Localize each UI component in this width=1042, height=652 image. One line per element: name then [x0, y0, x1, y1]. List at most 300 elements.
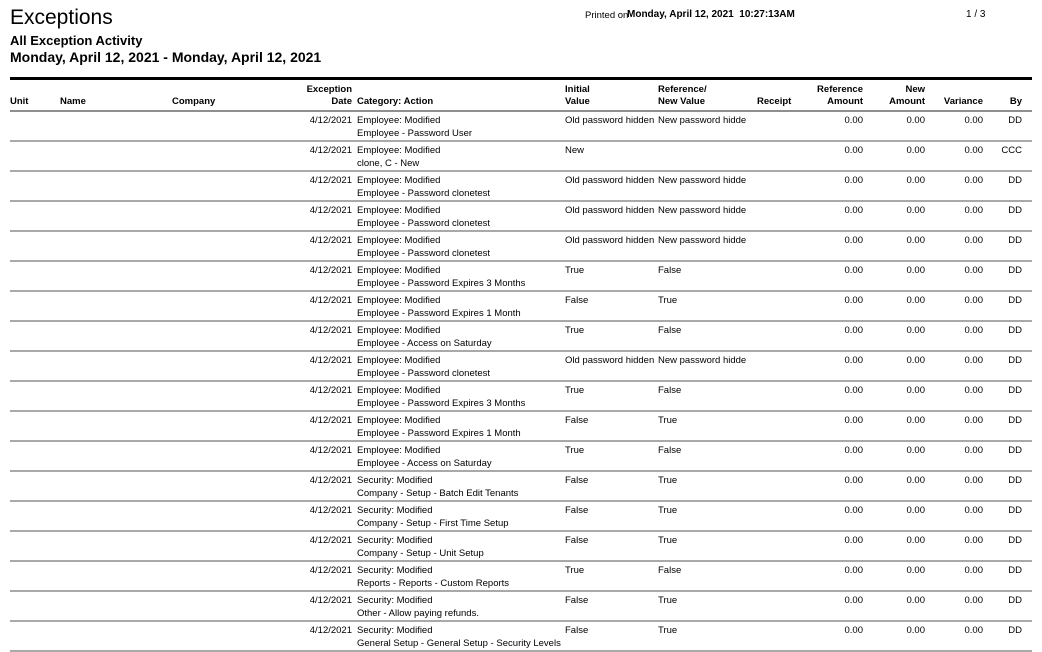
table-row-action-line — [10, 427, 1032, 441]
cell-category: Employee: Modified — [357, 235, 441, 246]
header-exception: Exception — [306, 84, 352, 95]
cell-reference-amount: 0.00 — [844, 295, 863, 306]
cell-unit — [10, 621, 60, 637]
cell-exception-date: 4/12/2021 — [309, 415, 352, 426]
cell-name — [60, 171, 172, 187]
page-title: Exceptions — [10, 6, 113, 29]
cell-exception-date: 4/12/2021 — [309, 175, 352, 186]
cell-new-amount: 0.00 — [906, 205, 925, 216]
cell-unit — [10, 561, 60, 577]
cell-action: General Setup - General Setup - Security Levels — [352, 637, 1032, 651]
table-row — [10, 261, 1032, 277]
cell-variance: 0.00 — [964, 505, 983, 516]
table-row-action-line — [10, 277, 1032, 291]
cell-unit — [10, 321, 60, 337]
printed-on-label: Printed on — [585, 10, 629, 21]
table-row-action-line — [10, 637, 1032, 651]
cell-new-value: True — [658, 505, 678, 516]
header-spacer — [927, 79, 985, 97]
table-row-action-line — [10, 157, 1032, 171]
cell-exception-date: 4/12/2021 — [309, 625, 352, 636]
cell-unit — [10, 351, 60, 367]
cell-receipt — [757, 141, 789, 157]
cell-by: DD — [1008, 385, 1022, 396]
cell-new-value: New password hidde — [658, 205, 747, 216]
cell-initial-value: Old password hidden — [565, 115, 655, 126]
cell-variance: 0.00 — [964, 355, 983, 366]
cell-new-amount: 0.00 — [906, 355, 925, 366]
cell-category: Security: Modified — [357, 565, 433, 576]
cell-action-spacer — [10, 637, 352, 651]
cell-exception-date: 4/12/2021 — [309, 265, 352, 276]
cell-action-spacer — [10, 337, 352, 351]
cell-company — [172, 381, 302, 397]
cell-exception-date: 4/12/2021 — [309, 145, 352, 156]
table-row-action-line — [10, 337, 1032, 351]
header-new-amount-line2: Amount — [865, 96, 927, 111]
cell-initial-value: True — [565, 325, 585, 336]
cell-new-value: New password hidde — [658, 235, 747, 246]
table-body — [10, 111, 1032, 651]
printed-on-value: Monday, April 12, 2021 10:27:13AM — [627, 9, 795, 20]
cell-name — [60, 351, 172, 367]
header-reference-amount-line2: Amount — [789, 96, 865, 111]
cell-receipt — [757, 501, 789, 517]
cell-receipt — [757, 261, 789, 277]
table-row-action-line — [10, 577, 1032, 591]
cell-receipt — [757, 171, 789, 187]
cell-new-value: True — [658, 415, 678, 426]
header-by: By — [985, 96, 1032, 111]
cell-name — [60, 501, 172, 517]
table-row-action-line — [10, 247, 1032, 261]
cell-name — [60, 201, 172, 217]
cell-receipt — [757, 291, 789, 307]
cell-unit — [10, 141, 60, 157]
cell-new-value — [657, 141, 757, 157]
cell-action-spacer — [10, 217, 352, 231]
cell-company — [172, 201, 302, 217]
cell-unit — [10, 381, 60, 397]
cell-action: Employee - Password User — [352, 127, 1032, 141]
cell-exception-date: 4/12/2021 — [309, 535, 352, 546]
table-row — [10, 201, 1032, 217]
cell-initial-value: True — [565, 385, 585, 396]
cell-exception-date: 4/12/2021 — [309, 295, 352, 306]
table-row — [10, 591, 1032, 607]
cell-action: Employee - Password clonetest — [352, 187, 1032, 201]
cell-new-amount: 0.00 — [906, 325, 925, 336]
cell-action-spacer — [10, 367, 352, 381]
cell-exception-date: 4/12/2021 — [309, 385, 352, 396]
cell-exception-date: 4/12/2021 — [309, 325, 352, 336]
header-company: Company — [172, 96, 302, 111]
cell-receipt — [757, 321, 789, 337]
cell-variance: 0.00 — [964, 145, 983, 156]
header-reference-line1: Reference/ — [658, 84, 707, 95]
table-row — [10, 141, 1032, 157]
header-date: Date — [302, 96, 352, 111]
cell-action: Employee - Password Expires 3 Months — [352, 397, 1032, 411]
header-reference-line2: New Value — [657, 96, 757, 111]
cell-by: DD — [1008, 535, 1022, 546]
table-row — [10, 291, 1032, 307]
cell-by: DD — [1008, 295, 1022, 306]
cell-unit — [10, 171, 60, 187]
cell-new-amount: 0.00 — [906, 115, 925, 126]
cell-action-spacer — [10, 307, 352, 321]
cell-new-amount: 0.00 — [906, 415, 925, 426]
header-receipt: Receipt — [757, 96, 789, 111]
header-spacer — [985, 79, 1032, 97]
cell-reference-amount: 0.00 — [844, 235, 863, 246]
header-initial-line1: Initial — [565, 84, 590, 95]
cell-reference-amount: 0.00 — [844, 565, 863, 576]
table-row-action-line — [10, 547, 1032, 561]
cell-variance: 0.00 — [964, 565, 983, 576]
cell-exception-date: 4/12/2021 — [309, 595, 352, 606]
cell-variance: 0.00 — [964, 385, 983, 396]
cell-receipt — [757, 531, 789, 547]
cell-initial-value: Old password hidden — [565, 235, 655, 246]
table-row — [10, 231, 1032, 247]
cell-by: CCC — [1001, 145, 1022, 156]
cell-reference-amount: 0.00 — [844, 175, 863, 186]
cell-reference-amount: 0.00 — [844, 115, 863, 126]
cell-by: DD — [1008, 115, 1022, 126]
cell-unit — [10, 501, 60, 517]
cell-new-value: False — [658, 385, 682, 396]
cell-name — [60, 591, 172, 607]
cell-variance: 0.00 — [964, 475, 983, 486]
cell-category: Employee: Modified — [357, 175, 441, 186]
cell-new-amount: 0.00 — [906, 385, 925, 396]
table-row-action-line — [10, 517, 1032, 531]
cell-variance: 0.00 — [964, 595, 983, 606]
cell-category: Employee: Modified — [357, 325, 441, 336]
table-row — [10, 621, 1032, 637]
cell-unit — [10, 441, 60, 457]
cell-company — [172, 501, 302, 517]
cell-action-spacer — [10, 457, 352, 471]
cell-name — [60, 471, 172, 487]
cell-exception-date: 4/12/2021 — [309, 475, 352, 486]
cell-action-spacer — [10, 157, 352, 171]
cell-initial-value: Old password hidden — [565, 205, 655, 216]
cell-action: Company - Setup - Batch Edit Tenants — [352, 487, 1032, 501]
cell-category: Security: Modified — [357, 625, 433, 636]
cell-name — [60, 261, 172, 277]
report-subtitle: All Exception Activity — [10, 33, 143, 48]
cell-reference-amount: 0.00 — [844, 625, 863, 636]
cell-action: Employee - Access on Saturday — [352, 457, 1032, 471]
cell-by: DD — [1008, 175, 1022, 186]
cell-new-value: New password hidde — [658, 355, 747, 366]
cell-new-amount: 0.00 — [906, 565, 925, 576]
cell-action: Employee - Password clonetest — [352, 247, 1032, 261]
cell-by: DD — [1008, 565, 1022, 576]
cell-reference-amount: 0.00 — [844, 205, 863, 216]
cell-category: Employee: Modified — [357, 445, 441, 456]
cell-category: Employee: Modified — [357, 145, 441, 156]
cell-new-value: New password hidde — [658, 175, 747, 186]
table-row — [10, 471, 1032, 487]
cell-exception-date: 4/12/2021 — [309, 115, 352, 126]
cell-action: clone, C - New — [352, 157, 1032, 171]
cell-new-amount: 0.00 — [906, 535, 925, 546]
cell-category: Employee: Modified — [357, 355, 441, 366]
cell-by: DD — [1008, 325, 1022, 336]
cell-exception-date: 4/12/2021 — [309, 445, 352, 456]
cell-exception-date: 4/12/2021 — [309, 505, 352, 516]
cell-new-amount: 0.00 — [906, 625, 925, 636]
cell-name — [60, 621, 172, 637]
cell-new-value: False — [658, 445, 682, 456]
cell-variance: 0.00 — [964, 115, 983, 126]
cell-name — [60, 141, 172, 157]
cell-category: Employee: Modified — [357, 385, 441, 396]
cell-by: DD — [1008, 505, 1022, 516]
cell-company — [172, 351, 302, 367]
table-row — [10, 171, 1032, 187]
cell-by: DD — [1008, 265, 1022, 276]
cell-receipt — [757, 201, 789, 217]
table-row — [10, 411, 1032, 427]
cell-reference-amount: 0.00 — [844, 355, 863, 366]
cell-reference-amount: 0.00 — [844, 145, 863, 156]
table-row — [10, 351, 1032, 367]
cell-company — [172, 141, 302, 157]
cell-unit — [10, 231, 60, 247]
cell-exception-date: 4/12/2021 — [309, 205, 352, 216]
cell-company — [172, 591, 302, 607]
cell-new-amount: 0.00 — [906, 595, 925, 606]
cell-category: Security: Modified — [357, 595, 433, 606]
cell-company — [172, 621, 302, 637]
cell-new-value: False — [658, 325, 682, 336]
cell-unit — [10, 261, 60, 277]
cell-initial-value: Old password hidden — [565, 355, 655, 366]
header-spacer — [10, 79, 60, 97]
cell-exception-date: 4/12/2021 — [309, 355, 352, 366]
cell-category: Security: Modified — [357, 475, 433, 486]
cell-company — [172, 261, 302, 277]
cell-variance: 0.00 — [964, 205, 983, 216]
cell-company — [172, 231, 302, 247]
cell-unit — [10, 591, 60, 607]
report-date-range: Monday, April 12, 2021 - Monday, April 12, 2021 — [10, 49, 322, 65]
cell-category: Employee: Modified — [357, 205, 441, 216]
cell-initial-value: False — [565, 595, 589, 606]
cell-reference-amount: 0.00 — [844, 505, 863, 516]
cell-action-spacer — [10, 127, 352, 141]
cell-action: Employee - Access on Saturday — [352, 337, 1032, 351]
table-row-action-line — [10, 487, 1032, 501]
cell-new-amount: 0.00 — [906, 445, 925, 456]
cell-by: DD — [1008, 625, 1022, 636]
cell-initial-value: False — [565, 505, 589, 516]
cell-name — [60, 561, 172, 577]
table-row-action-line — [10, 127, 1032, 141]
cell-action: Other - Allow paying refunds. — [352, 607, 1032, 621]
cell-company — [172, 111, 302, 127]
header-initial-line2: Value — [564, 96, 657, 111]
header-unit: Unit — [10, 96, 60, 111]
cell-unit — [10, 201, 60, 217]
cell-by: DD — [1008, 445, 1022, 456]
cell-name — [60, 381, 172, 397]
cell-by: DD — [1008, 415, 1022, 426]
table-row-action-line — [10, 187, 1032, 201]
header-variance: Variance — [927, 96, 985, 111]
cell-category: Employee: Modified — [357, 295, 441, 306]
page-number: 1 / 3 — [966, 9, 986, 20]
table-row-action-line — [10, 397, 1032, 411]
cell-name — [60, 531, 172, 547]
cell-category: Employee: Modified — [357, 265, 441, 276]
cell-reference-amount: 0.00 — [844, 415, 863, 426]
table-row — [10, 381, 1032, 397]
cell-by: DD — [1008, 595, 1022, 606]
cell-reference-amount: 0.00 — [844, 475, 863, 486]
cell-name — [60, 441, 172, 457]
header-spacer — [352, 79, 564, 97]
cell-new-amount: 0.00 — [906, 505, 925, 516]
cell-initial-value: False — [565, 295, 589, 306]
cell-reference-amount: 0.00 — [844, 385, 863, 396]
cell-action-spacer — [10, 427, 352, 441]
header-spacer — [757, 79, 789, 97]
cell-new-value: False — [658, 265, 682, 276]
cell-initial-value: True — [565, 445, 585, 456]
cell-variance: 0.00 — [964, 625, 983, 636]
cell-unit — [10, 291, 60, 307]
cell-action: Company - Setup - Unit Setup — [352, 547, 1032, 561]
cell-company — [172, 471, 302, 487]
cell-new-value: True — [658, 535, 678, 546]
cell-action-spacer — [10, 277, 352, 291]
cell-name — [60, 321, 172, 337]
cell-receipt — [757, 351, 789, 367]
table-row — [10, 111, 1032, 127]
cell-variance: 0.00 — [964, 175, 983, 186]
cell-category: Security: Modified — [357, 505, 433, 516]
cell-variance: 0.00 — [964, 445, 983, 456]
cell-category: Employee: Modified — [357, 415, 441, 426]
cell-new-value: True — [658, 595, 678, 606]
cell-new-amount: 0.00 — [906, 235, 925, 246]
cell-company — [172, 321, 302, 337]
cell-new-amount: 0.00 — [906, 145, 925, 156]
cell-initial-value: True — [565, 265, 585, 276]
cell-name — [60, 111, 172, 127]
cell-company — [172, 441, 302, 457]
cell-new-value: New password hidde — [658, 115, 747, 126]
cell-by: DD — [1008, 205, 1022, 216]
table-header — [10, 79, 1032, 112]
cell-category: Employee: Modified — [357, 115, 441, 126]
cell-company — [172, 561, 302, 577]
cell-by: DD — [1008, 355, 1022, 366]
cell-receipt — [757, 441, 789, 457]
table-row — [10, 561, 1032, 577]
cell-new-amount: 0.00 — [906, 175, 925, 186]
cell-action: Employee - Password Expires 3 Months — [352, 277, 1032, 291]
cell-variance: 0.00 — [964, 265, 983, 276]
cell-action: Reports - Reports - Custom Reports — [352, 577, 1032, 591]
table-row — [10, 501, 1032, 517]
cell-initial-value: False — [565, 625, 589, 636]
cell-variance: 0.00 — [964, 535, 983, 546]
cell-reference-amount: 0.00 — [844, 595, 863, 606]
cell-new-value: True — [658, 625, 678, 636]
cell-unit — [10, 531, 60, 547]
cell-variance: 0.00 — [964, 415, 983, 426]
cell-receipt — [757, 381, 789, 397]
cell-receipt — [757, 411, 789, 427]
cell-new-amount: 0.00 — [906, 475, 925, 486]
cell-receipt — [757, 561, 789, 577]
cell-reference-amount: 0.00 — [844, 325, 863, 336]
cell-receipt — [757, 231, 789, 247]
cell-receipt — [757, 621, 789, 637]
cell-initial-value: False — [565, 535, 589, 546]
cell-action: Company - Setup - First Time Setup — [352, 517, 1032, 531]
cell-exception-date: 4/12/2021 — [309, 565, 352, 576]
cell-new-value: True — [658, 295, 678, 306]
cell-initial-value: True — [565, 565, 585, 576]
cell-exception-date: 4/12/2021 — [309, 235, 352, 246]
cell-company — [172, 411, 302, 427]
cell-company — [172, 171, 302, 187]
cell-by: DD — [1008, 475, 1022, 486]
cell-variance: 0.00 — [964, 295, 983, 306]
cell-reference-amount: 0.00 — [844, 265, 863, 276]
cell-new-amount: 0.00 — [906, 295, 925, 306]
table-row — [10, 441, 1032, 457]
cell-new-value: False — [658, 565, 682, 576]
cell-receipt — [757, 471, 789, 487]
cell-action-spacer — [10, 247, 352, 261]
cell-reference-amount: 0.00 — [844, 445, 863, 456]
cell-new-value: True — [658, 475, 678, 486]
header-spacer — [60, 79, 172, 97]
cell-company — [172, 531, 302, 547]
cell-action: Employee - Password clonetest — [352, 217, 1032, 231]
table-row-action-line — [10, 217, 1032, 231]
cell-company — [172, 291, 302, 307]
header-name: Name — [60, 96, 172, 111]
header-spacer — [172, 79, 302, 97]
cell-action: Employee - Password Expires 1 Month — [352, 427, 1032, 441]
cell-category: Security: Modified — [357, 535, 433, 546]
cell-new-amount: 0.00 — [906, 265, 925, 276]
cell-initial-value: False — [565, 415, 589, 426]
header-new-amount-line1: New — [905, 84, 925, 95]
header-category-action: Category: Action — [352, 96, 564, 111]
table-row — [10, 531, 1032, 547]
cell-initial-value: Old password hidden — [565, 175, 655, 186]
table-row-action-line — [10, 457, 1032, 471]
cell-reference-amount: 0.00 — [844, 535, 863, 546]
cell-by: DD — [1008, 235, 1022, 246]
cell-receipt — [757, 111, 789, 127]
cell-receipt — [757, 591, 789, 607]
header-reference-amount-line1: Reference — [817, 84, 863, 95]
cell-unit — [10, 111, 60, 127]
cell-variance: 0.00 — [964, 325, 983, 336]
exceptions-table — [10, 77, 1032, 652]
